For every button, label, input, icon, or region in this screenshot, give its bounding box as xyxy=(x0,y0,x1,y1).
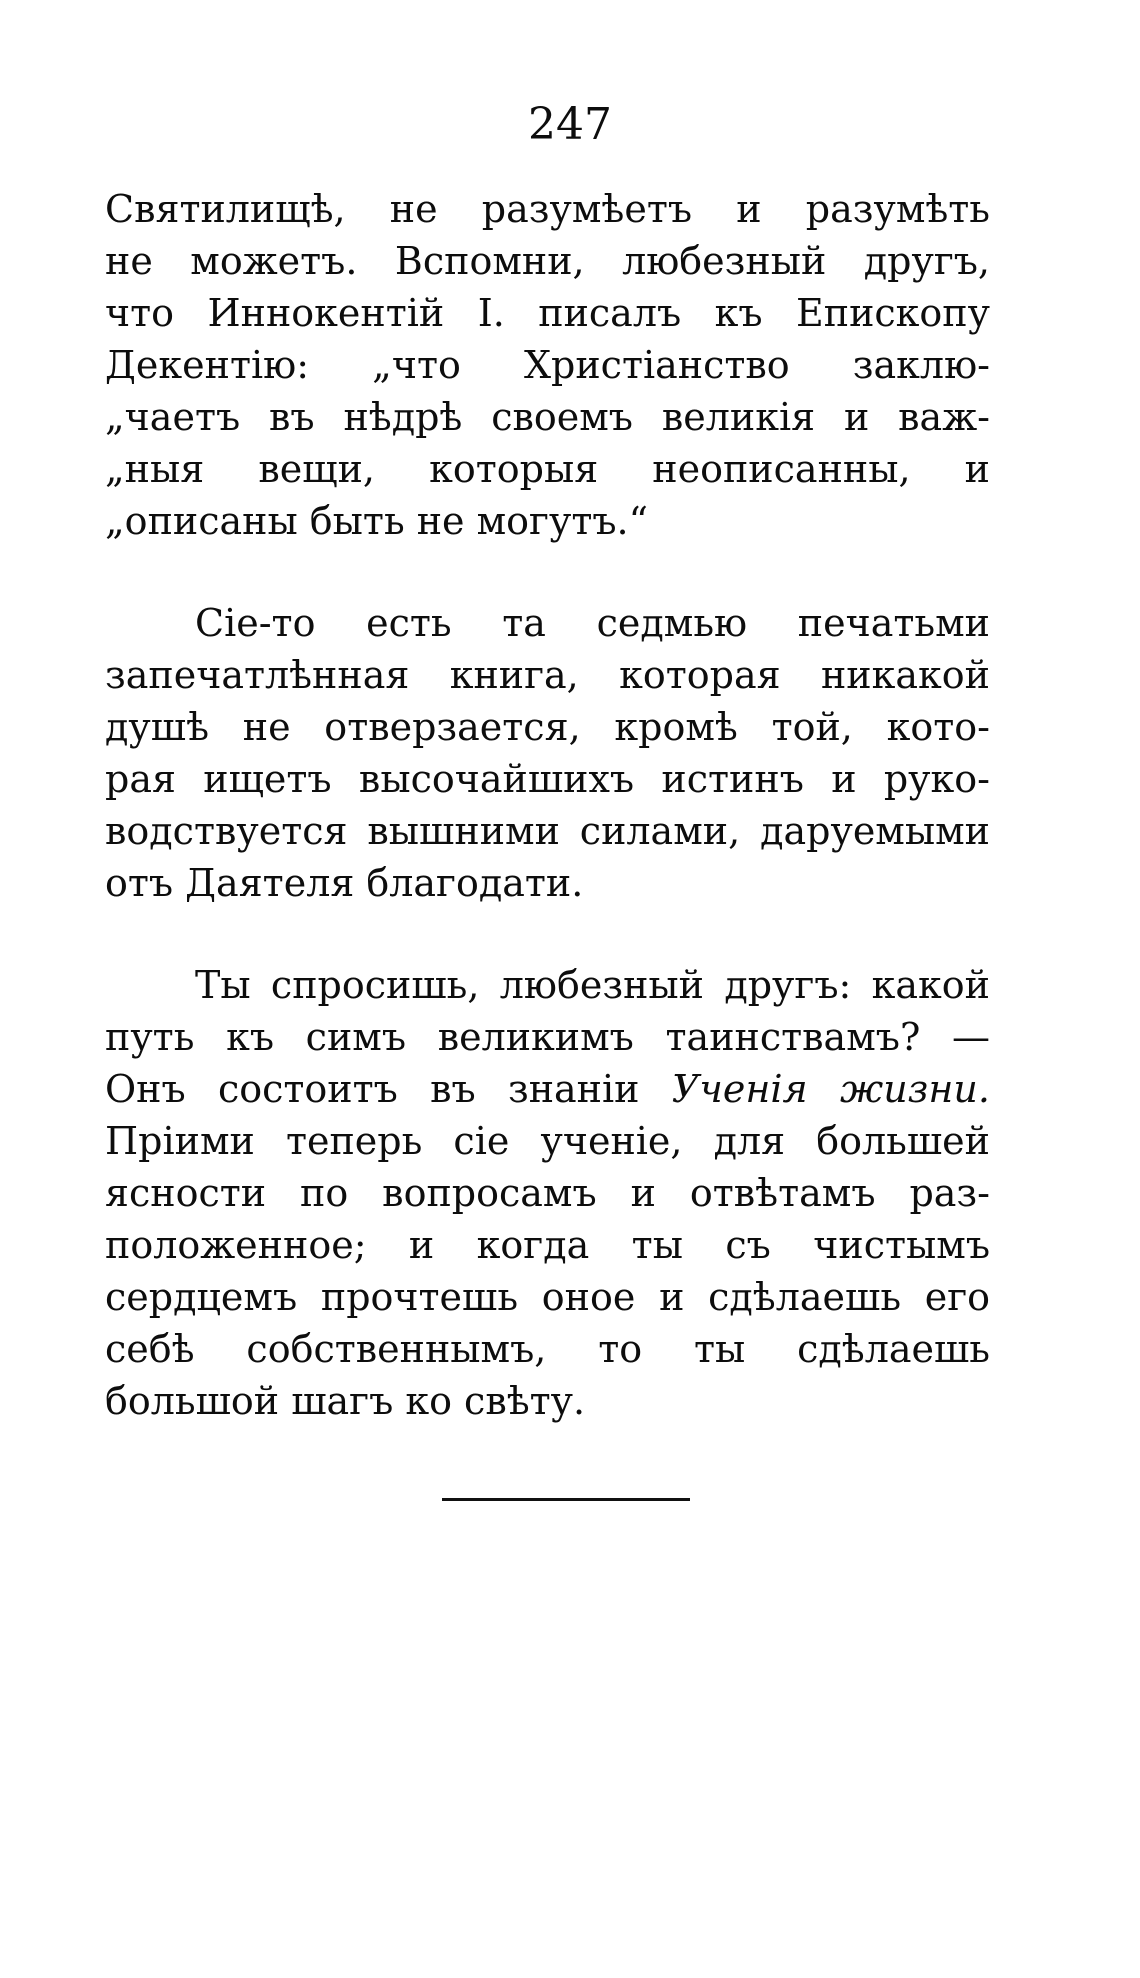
text-line: водствуется вышними силами, даруемыми xyxy=(105,809,990,853)
text-line: запечатлѣнная книга, которая никакой xyxy=(105,653,990,697)
emphasized-term: Ученія жизни. xyxy=(671,1067,990,1111)
text-line: Декентію: „что Христіанство заклю- xyxy=(105,343,990,387)
text-line: рая ищетъ высочайшихъ истинъ и руко- xyxy=(105,757,990,801)
text-line: „ныя вещи, которыя неописанны, и xyxy=(105,447,990,491)
page-number: 247 xyxy=(528,99,612,150)
text-line: Ты спросишь, любезный другъ: какой xyxy=(195,963,990,1007)
paragraph-gap xyxy=(105,547,990,597)
text-line: большой шагъ ко свѣту. xyxy=(105,1379,586,1423)
paragraph-1 xyxy=(105,183,990,547)
text-line: душѣ не отверзается, кромѣ той, кото- xyxy=(105,705,990,749)
text-line: отъ Даятеля благодати. xyxy=(105,861,584,905)
section-divider-rule xyxy=(442,1498,690,1501)
body-text xyxy=(105,183,990,1427)
paragraph-2 xyxy=(105,597,990,909)
text-line: что Иннокентій I. писалъ къ Епископу xyxy=(105,291,990,335)
text-line: себѣ собственнымъ, то ты сдѣлаешь xyxy=(105,1327,990,1371)
text-line: сердцемъ прочтешь оное и сдѣлаешь его xyxy=(105,1275,990,1319)
text-line: положенное; и когда ты съ чистымъ xyxy=(105,1223,990,1267)
text-segment: Онъ состоитъ въ знаніи xyxy=(105,1067,672,1111)
text-line: ясности по вопросамъ и отвѣтамъ раз- xyxy=(105,1171,990,1215)
text-line: Сіе-то есть та седмью печатьми xyxy=(195,601,990,645)
text-line: путь къ симъ великимъ таинствамъ? — xyxy=(105,1015,990,1059)
text-line-with-emphasis xyxy=(105,1063,990,1115)
text-line: Святилищѣ, не разумѣетъ и разумѣть xyxy=(105,187,990,231)
text-line: Пріими теперь сіе ученіе, для большей xyxy=(105,1119,990,1163)
paragraph-3 xyxy=(105,959,990,1427)
text-line: не можетъ. Вспомни, любезный другъ, xyxy=(105,239,990,283)
paragraph-gap xyxy=(105,909,990,959)
text-line: „чаетъ въ нѣдрѣ своемъ великія и важ- xyxy=(105,395,990,439)
text-line: „описаны быть не могутъ.“ xyxy=(105,499,649,543)
